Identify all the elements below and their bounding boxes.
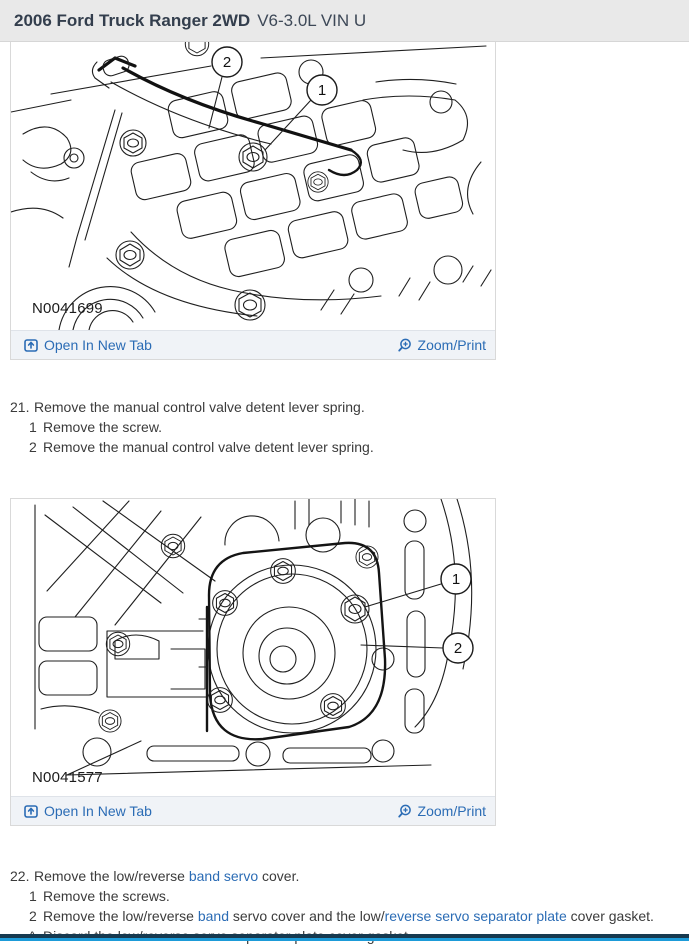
open-in-new-tab-label: Open In New Tab <box>44 803 152 819</box>
text-segment: cover. <box>258 868 300 884</box>
open-in-new-tab-icon <box>24 338 38 352</box>
text-segment: cover gasket. <box>566 908 654 924</box>
inline-glossary-link[interactable]: band servo <box>188 868 259 884</box>
figure-caption: N0041577 <box>32 769 103 786</box>
open-in-new-tab-link[interactable] <box>24 803 152 819</box>
bottom-accent-bar <box>0 934 689 941</box>
cover-gasket-outline <box>209 543 385 739</box>
vehicle-title: 2006 Ford Truck Ranger 2WD <box>14 10 251 30</box>
step-21 <box>10 397 689 457</box>
bolt-icons <box>116 42 328 320</box>
detent-lever-spring-diagram <box>11 42 495 330</box>
band-servo-cover-diagram <box>11 499 495 796</box>
magnifier-plus-icon <box>397 338 412 353</box>
figure-image-n0041699 <box>11 42 495 330</box>
substep-text <box>43 906 654 926</box>
substep-text: Remove the screw. <box>43 419 163 435</box>
substep-marker: 1 <box>29 888 37 904</box>
svg-text:1: 1 <box>317 82 327 99</box>
substep-text: Remove the screws. <box>43 888 170 904</box>
figure-toolbar <box>11 796 495 825</box>
servo-cover <box>208 565 376 733</box>
zoom-print-label: Zoom/Print <box>417 337 486 353</box>
substep-marker: 2 <box>29 439 37 455</box>
page-header <box>0 0 689 42</box>
callout-2 <box>361 633 473 663</box>
inline-glossary-link[interactable]: band <box>197 908 229 924</box>
figure-card-n0041577 <box>10 498 496 826</box>
figure-caption: N0041699 <box>32 300 103 317</box>
open-in-new-tab-label: Open In New Tab <box>44 337 152 353</box>
open-in-new-tab-link[interactable] <box>24 337 152 353</box>
step-text: Remove the manual control valve detent lever spring. <box>34 399 365 415</box>
zoom-print-link[interactable] <box>397 337 486 353</box>
zoom-print-label: Zoom/Print <box>417 803 486 819</box>
zoom-print-link[interactable] <box>397 803 486 819</box>
svg-text:2: 2 <box>453 640 463 657</box>
figure-toolbar <box>11 330 495 359</box>
bolt-icons <box>99 534 378 732</box>
text-segment: servo cover and the low/ <box>229 908 385 924</box>
text-segment: Remove the low/reverse <box>34 868 189 884</box>
substep-marker: 1 <box>29 419 37 435</box>
svg-text:1: 1 <box>451 571 461 588</box>
substep-marker: 2 <box>29 908 37 924</box>
vehicle-engine-subtitle: V6-3.0L VIN U <box>257 10 367 30</box>
step-text <box>34 866 299 886</box>
magnifier-plus-icon <box>397 804 412 819</box>
substep-text: Remove the manual control valve detent lever spring. <box>43 439 374 455</box>
step-number: 21. <box>10 399 30 415</box>
inline-glossary-link[interactable]: reverse servo separator plate <box>384 908 567 924</box>
svg-text:2: 2 <box>222 54 232 71</box>
open-in-new-tab-icon <box>24 804 38 818</box>
figure-image-n0041577 <box>11 499 495 796</box>
figure-card-n0041699 <box>10 42 496 360</box>
text-segment: Remove the low/reverse <box>43 908 198 924</box>
step-number: 22. <box>10 868 30 884</box>
